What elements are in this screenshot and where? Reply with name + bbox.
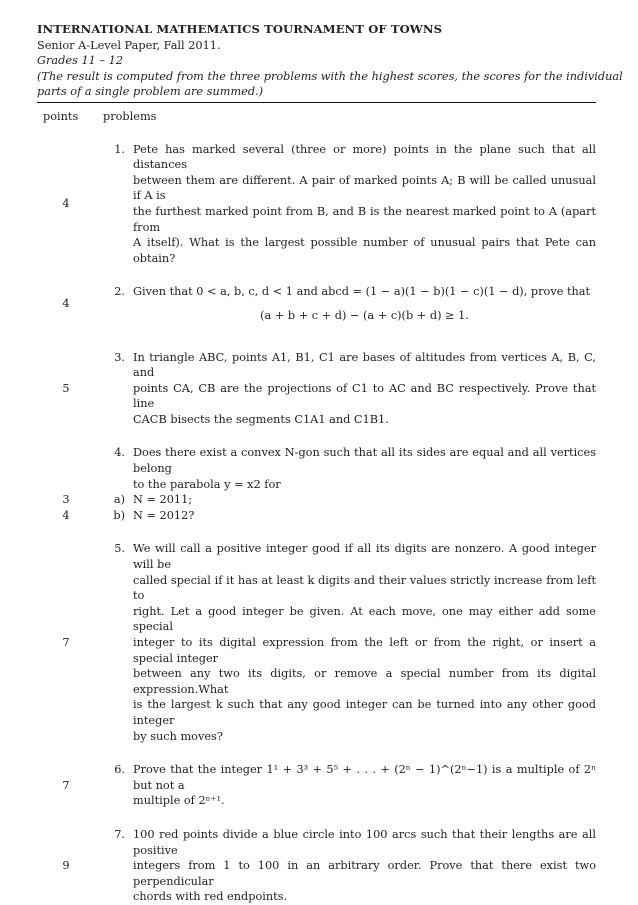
problem-2-line: Given that 0 < a, b, c, d < 1 and abcd = (1 − a)(1 − b)(1 − c)(1 − d), prove that (133, 285, 591, 299)
problem-4-text (125, 445, 596, 492)
problem-4b-points: 4 (62, 508, 70, 522)
problem-5-number: 5. (114, 542, 125, 556)
problem-7-points: 9 (62, 859, 70, 873)
problem-4b-label: b) (113, 508, 125, 522)
problem-7-line: 100 red points divide a blue circle into 100 arcs such that their lengths are all positive (133, 827, 596, 857)
problem-3-line: CACB bisects the segments C1A1 and C1B1. (133, 412, 389, 426)
tournament-title: INTERNATIONAL MATHEMATICS TOURNAMENT OF TOWNS (37, 22, 443, 36)
problem-6-points: 7 (62, 778, 70, 792)
header-rule (37, 102, 596, 103)
problem-6-line: multiple of 2ⁿ⁺¹. (133, 794, 225, 808)
problem-7-line: integers from 1 to 100 in an arbitrary order. Prove that there exist two perpendicular (133, 859, 596, 888)
problem-2-formula: (a + b + c + d) − (a + c)(b + d) ≥ 1. (260, 308, 469, 322)
problem-1-line: the furthest marked point from B, and B is the nearest marked point to A (apart from (133, 204, 596, 234)
problem-4-number: 4. (114, 446, 125, 460)
problem-7 (37, 827, 596, 905)
problem-5-line: right. Let a good integer be given. At each move, one may either add some special (133, 604, 596, 634)
problem-1-text (125, 142, 596, 267)
scoring-note-1: (The result is computed from the three problems with the highest scores, the scores for the individual (37, 69, 623, 83)
problem-5-line: called special if it has at least k digits and their values strictly increase from left to (133, 573, 596, 603)
problem-4-intro (37, 445, 596, 492)
problems-column-header: problems (103, 109, 157, 123)
problem-1-number: 1. (114, 142, 125, 156)
problem-4-line: Does there exist a convex N-gon such that all its sides are equal and all vertices belong (133, 446, 596, 476)
points-column-header: points (43, 109, 79, 123)
problem-4a-points: 3 (62, 493, 70, 507)
problem-5-line: is the largest k such that any good integer can be turned into any other good integer (133, 698, 596, 727)
paper-page (37, 22, 623, 905)
problem-2 (37, 284, 596, 323)
problem-3-line: In triangle ABC, points A1, B1, C1 are bases of altitudes from vertices A, B, C, and (133, 350, 596, 380)
problem-3-points: 5 (62, 381, 70, 395)
problem-4a-text: N = 2011; (133, 493, 193, 507)
problem-4-part-a (37, 492, 596, 508)
grades: Grades 11 – 12 (37, 54, 124, 68)
problem-1-line: between them are different. A pair of marked points A; B will be called unusual if A is (133, 173, 596, 203)
problem-1-points: 4 (62, 197, 70, 211)
problem-6 (37, 762, 596, 809)
problem-7-line: chords with red endpoints. (133, 890, 288, 904)
problem-4a-label: a) (113, 493, 125, 507)
problem-3 (37, 350, 596, 428)
problem-6-line: Prove that the integer 1¹ + 3³ + 5⁵ + . . . + (2ⁿ − 1)^(2ⁿ−1) is a multiple of 2ⁿ but not a (133, 763, 596, 792)
problem-5-points: 7 (62, 636, 70, 649)
problem-5-text (125, 541, 596, 744)
problem-7-number: 7. (114, 827, 125, 841)
problem-4 (37, 445, 596, 523)
problem-2-points: 4 (62, 297, 70, 311)
problem-2-text (125, 284, 596, 323)
problem-4-part-b (37, 508, 596, 524)
problem-5-line: We will call a positive integer good if all its digits are nonzero. A good integer will be (133, 542, 596, 572)
paper-name: Senior A-Level Paper, Fall 2011. (37, 38, 221, 52)
scoring-note-2: parts of a single problem are summed.) (37, 85, 264, 99)
problem-5-line: by such moves? (133, 729, 223, 743)
problem-6-number: 6. (114, 763, 125, 777)
problem-5-line: integer to its digital expression from the left or from the right, or insert a special integer (133, 636, 596, 665)
problem-1-line: A itself). What is the largest possible number of unusual pairs that Pete can obtain? (133, 236, 596, 265)
header (37, 22, 623, 100)
problem-5 (37, 541, 596, 744)
problem-3-number: 3. (114, 350, 125, 364)
column-headers (37, 109, 596, 125)
problem-7-text (125, 827, 596, 905)
problem-4b-text: N = 2012? (133, 508, 195, 522)
problem-5-line: between any two its digits, or remove a special number from its digital expression.What (133, 667, 596, 696)
problem-1 (37, 142, 596, 267)
problem-2-number: 2. (114, 285, 125, 299)
problem-6-text (125, 762, 596, 809)
problem-3-text (125, 350, 596, 428)
problem-1-line: Pete has marked several (three or more) points in the plane such that all distances (133, 142, 596, 172)
problem-3-line: points CA, CB are the projections of C1 to AC and BC respectively. Prove that line (133, 381, 596, 411)
problem-4-line: to the parabola y = x2 for (133, 477, 281, 491)
